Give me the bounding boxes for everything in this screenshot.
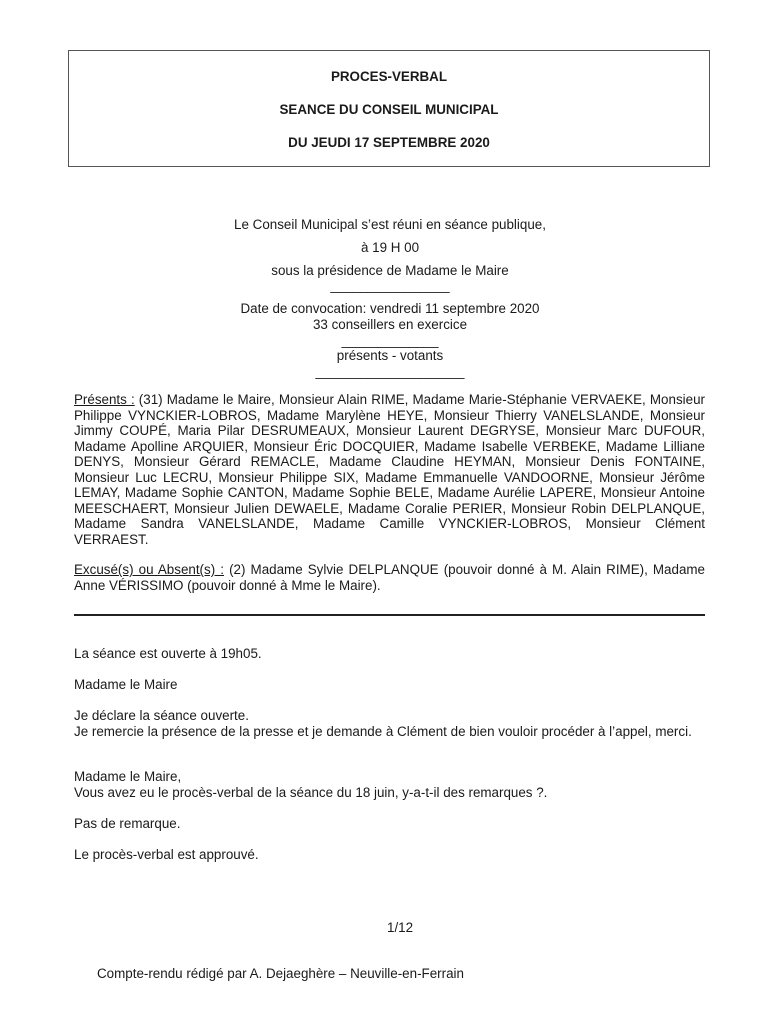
footer-credit: Compte-rendu rédigé par A. Dejaeghère – Neuville-en-Ferrain	[97, 966, 464, 981]
seance-opened: La séance est ouverte à 19h05.	[74, 646, 262, 661]
maire-statement-1: Je déclare la séance ouverte.	[74, 708, 249, 723]
intro-line-1: Le Conseil Municipal s’est réuni en séance publique,	[234, 217, 546, 232]
intro-line-presidency: sous la présidence de Madame le Maire	[271, 263, 509, 278]
title-box	[68, 50, 710, 167]
page-number: 1/12	[387, 920, 414, 935]
section-divider	[74, 614, 705, 616]
session-date-title: DU JEUDI 17 SEPTEMBRE 2020	[288, 135, 490, 150]
excuses-paragraph	[74, 562, 705, 593]
convocation-date: Date de convocation: vendredi 11 septembre 2020	[240, 301, 540, 316]
session-title: SEANCE DU CONSEIL MUNICIPAL	[279, 102, 499, 117]
speaker-maire-1: Madame le Maire	[74, 677, 178, 692]
presents-votants: présents - votants	[336, 348, 444, 363]
excuses-list: (2) Madame Sylvie DELPLANQUE (pouvoir donné à M. Alain RIME), Madame Anne VÉRISSIMO (pouvoir donné à Mme le Maire).	[74, 562, 705, 593]
pv-approved: Le procès-verbal est approuvé.	[74, 847, 259, 862]
speaker-maire-2: Madame le Maire,	[74, 769, 182, 784]
excuses-label: Excusé(s) ou Absent(s) :	[74, 562, 224, 577]
document-type-title: PROCES-VERBAL	[330, 69, 448, 84]
maire-question: Vous avez eu le procès-verbal de la séance du 18 juin, y-a-t-il des remarques ?.	[74, 785, 548, 800]
presents-label: Présents :	[74, 392, 135, 407]
no-remark: Pas de remarque.	[74, 816, 181, 831]
intro-separator-1: ________________	[330, 278, 450, 293]
intro-separator-3: ____________________	[315, 364, 465, 379]
intro-line-time: à 19 H 00	[360, 240, 420, 255]
intro-separator-2: _____________	[341, 333, 439, 348]
presents-paragraph	[74, 392, 705, 547]
presents-list: (31) Madame le Maire, Monsieur Alain RIME, Madame Marie-Stéphanie VERVAEKE, Monsieur Philippe VYNCKIER-LOBROS, Madame Marylène HEYE, Monsieur Thierry VANELSLANDE, Monsieur Jimmy COUPÉ, Maria Pilar DESRUMEAUX, Monsieur Laurent DEGRYSE, Monsieur Marc DUFOUR, Madame Apolline ARQUIER, Monsieur Éric DOCQUIER, Madame Isabelle VERBEKE, Madame Lilliane DENYS, Monsieur Gérard REMACLE, Madame Claudine HEYMAN, Monsieur Denis FONTAINE, Monsieur Luc LECRU, Monsieur Philippe SIX, Madame Emmanuelle VANDOORNE, Monsieur Jérôme LEMAY, Madame Sophie CANTON, Madame Sophie BELE, Madame Aurélie LAPERE, Monsieur Antoine MEESCHAERT, Monsieur Julien DEWAELE, Madame Coralie PERIER, Monsieur Robin DELPLANQUE, Madame Sandra VANELSLANDE, Madame Camille VYNCKIER-LOBROS, Monsieur Clément VERRAEST.	[74, 392, 705, 547]
maire-statement-2: Je remercie la présence de la presse et je demande à Clément de bien vouloir procéder à l’appel, merci.	[74, 724, 692, 739]
conseillers-count: 33 conseillers en exercice	[312, 317, 468, 332]
